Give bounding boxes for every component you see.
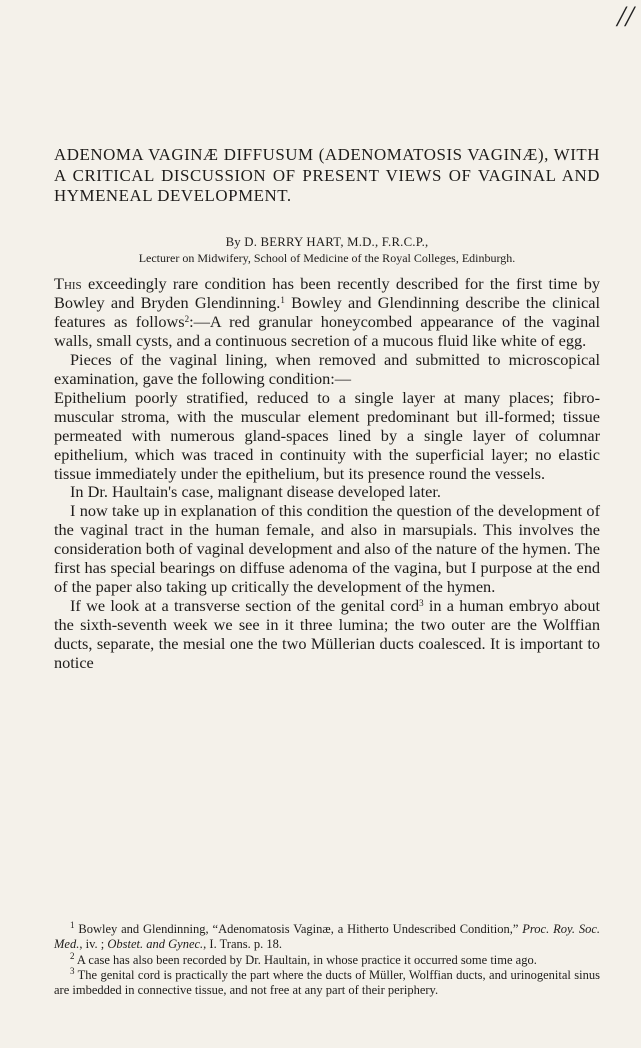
paragraph-1-text-c: :—A red granular honeycombed appearance of the vaginal walls, small cysts, and a continuous secretion of a mucous fluid like white of egg.	[54, 311, 600, 350]
footnote-2-number: 2	[70, 950, 75, 961]
footnote-ref-2[interactable]: 2	[184, 313, 190, 324]
article-title: ADENOMA VAGINÆ DIFFUSUM (ADENOMATOSIS VAGINÆ), WITH A CRITICAL DISCUSSION OF PRESENT VIEWS OF VAGINAL AND HYMENEAL DEVELOPMENT.	[54, 145, 600, 206]
paragraph-3: Epithelium poorly stratified, reduced to a single layer at many places; fibro-muscular stroma, with the muscular element predominant but ill-formed; tissue permeated with numerous gland-spaces lined by a single layer of columnar epithelium, which was traced in continuity with the superficial layer; no elastic tissue immediately under the epithelium, but its presence round the vessels.	[54, 387, 600, 483]
footnote-ref-3[interactable]: 3	[419, 598, 424, 609]
footnotes	[54, 922, 600, 998]
footnote-3	[54, 965, 600, 999]
footnote-3-text: The genital cord is practically the part where the ducts of Müller, Wolffian ducts, and urinogenital sinus are imbedded in connective tissue, and not free at any part of their periphery.	[54, 967, 600, 998]
paragraph-2: Pieces of the vaginal lining, when removed and submitted to microscopical examination, gave the following condition:—	[54, 349, 600, 388]
footnote-2	[54, 950, 600, 968]
lead-word: This	[54, 274, 82, 293]
paragraph-4: In Dr. Haultain's case, malignant disease developed later.	[70, 482, 441, 502]
paragraph-6-text-b: in a human embryo about the sixth-seventh week we see in it three lumina; the two outer are the Wolffian ducts, separate, the mesial one the two Müllerian ducts coalesced. It is important to notice	[54, 596, 600, 673]
footnote-1	[54, 922, 600, 953]
paragraph-6	[54, 597, 600, 673]
footnote-1-journal-1: Proc. Roy. Soc. Med.	[54, 922, 600, 952]
author-affiliation: Lecturer on Midwifery, School of Medicine of the Royal Colleges, Edinburgh.	[138, 251, 516, 265]
footnote-2-text: A case has also been recorded by Dr. Haultain, in whose practice it occurred some time ago.	[74, 952, 537, 967]
footnote-3-number: 3	[70, 965, 75, 976]
corner-pencil-mark: //	[617, 0, 634, 33]
paragraph-1-text-b: Bowley and Glendinning describe the clinical features as follows	[54, 292, 601, 331]
paragraph-1-text-a: exceedingly rare condition has been recently described for the first time by Bowley and Bryden Glendinning.	[54, 274, 600, 312]
footnote-ref-1[interactable]: 1	[280, 294, 285, 305]
article-body	[54, 275, 600, 673]
paragraph-6-text-a: If we look at a transverse section of the genital cord	[70, 596, 420, 616]
footnote-1-journal-2: Obstet. and Gynec.	[107, 937, 204, 952]
paragraph-5: I now take up in explanation of this condition the question of the development of the vaginal tract in the human female, and also in marsupials. This involves the consideration both of vaginal development and also of the nature of the hymen. The first has special bearings on diffuse adenoma of the vagina, but I purpose at the end of the paper also taking up critically the development of the hymen.	[54, 501, 600, 597]
footnote-1-number: 1	[70, 920, 75, 930]
paragraph-1	[54, 275, 600, 351]
author-byline: By D. BERRY HART, M.D., F.R.C.P.,	[225, 235, 429, 249]
footnote-1-text-c: , I. Trans. p. 18.	[203, 937, 283, 952]
footnote-1-text-a: Bowley and Glendinning, “Adenomatosis Vaginæ, a Hitherto Undescribed Condition,”	[74, 922, 523, 936]
footnote-1-text-b: , iv. ;	[79, 937, 108, 952]
